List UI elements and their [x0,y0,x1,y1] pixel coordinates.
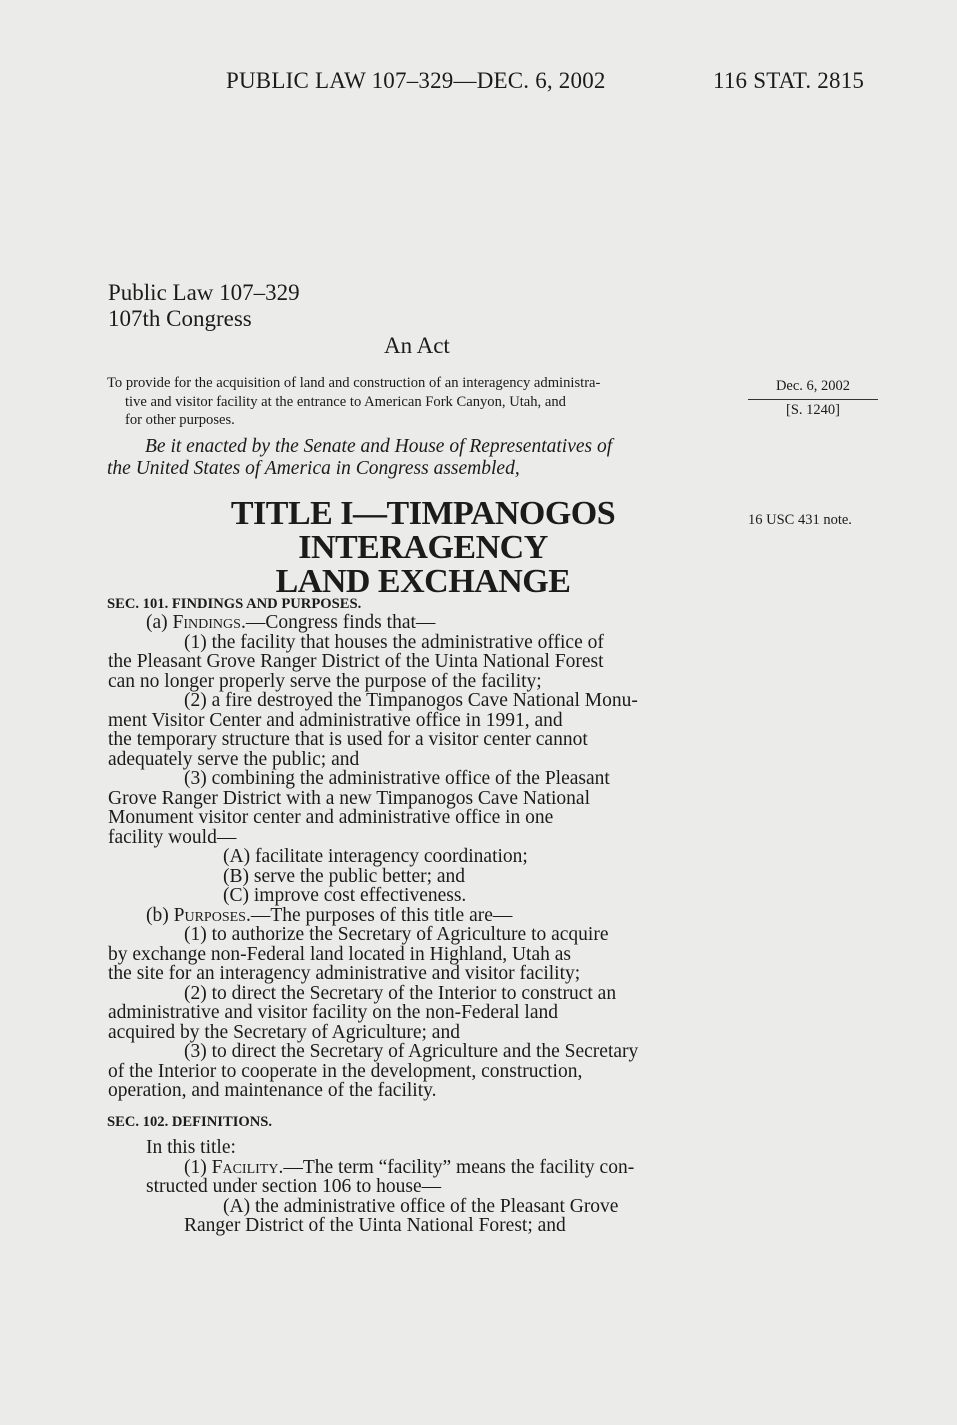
text-line: by exchange non-Federal land located in Highland, Utah as [108,943,571,965]
title-heading-line: TITLE I—TIMPANOGOS INTERAGENCY [230,495,616,566]
section-101-heading: SEC. 101. FINDINGS AND PURPOSES. [107,596,362,612]
title-heading-line: LAND EXCHANGE [275,563,571,600]
margin-note-usc: 16 USC 431 note. [748,512,852,528]
subsection-caption: Findings [172,612,241,633]
text-line: Ranger District of the Uinta National Forest; and [184,1215,566,1236]
text-line: of the Interior to cooperate in the development, construction, [108,1060,583,1082]
text-line: (1) the facility that houses the administrative office of [184,631,604,653]
title-heading [108,497,738,599]
congress-number: 107th Congress [108,306,252,331]
subsection-caption: Purposes [173,904,246,926]
section-102-heading: SEC. 102. DEFINITIONS. [107,1114,273,1130]
text-line: adequately serve the public; and [108,748,360,770]
definition-label: (1) [184,1156,212,1178]
law-number: Public Law 107–329 [108,280,300,305]
running-head-page-citation: 116 STAT. 2815 [713,68,865,93]
subsection-purposes [108,906,735,926]
text-line: (1) to authorize the Secretary of Agriculture to acquire [184,924,609,945]
text-line: (A) facilitate interagency coordination; [223,846,528,867]
text-line: facility would— [108,826,237,848]
text-line: the temporary structure that is used for a visitor center cannot [108,729,588,750]
text-line: (B) serve the public better; and [223,865,466,887]
text-line: administrative and visitor facility on the non-Federal land [108,1002,559,1023]
text-line: In this title: [146,1137,236,1158]
section-102-body [108,1138,735,1236]
definition-caption: Facility [211,1156,279,1178]
text-line: Monument visitor center and administrative office in one [108,807,554,828]
act-heading: An Act [384,333,450,358]
margin-note-date: Dec. 6, 2002 [748,378,878,400]
text-line: (2) a fire destroyed the Timpanogos Cave National Monu- [184,690,638,711]
act-purpose [107,374,738,430]
text-line: ment Visitor Center and administrative office in 1991, and [108,709,563,731]
purpose-line: for other purposes. [125,412,235,428]
subsection-text: .—Congress finds that— [240,612,436,633]
text-line: (2) to direct the Secretary of the Interior to construct an [184,982,617,1004]
subsection-findings [108,613,735,633]
section-101-body [108,613,735,1101]
definition-facility [108,1158,735,1178]
text-line: the site for an interagency administrative and visitor facility; [108,963,581,984]
enacting-line: the United States of America in Congress assembled, [107,458,520,479]
text-line: (3) combining the administrative office of the Pleasant [184,768,610,789]
definition-text: .—The term “facility” means the facility con- [278,1156,635,1178]
running-head-left: PUBLIC LAW 107–329—DEC. 6, 2002 [226,68,606,93]
text-line: can no longer properly serve the purpose of the facility; [108,670,542,692]
text-line: the Pleasant Grove Ranger District of the Uinta National Forest [108,651,604,672]
margin-note-bill: [S. 1240] [786,402,840,418]
text-line: (A) the administrative office of the Pleasant Grove [223,1195,619,1217]
text-line: operation, and maintenance of the facility. [108,1080,437,1101]
purpose-line: To provide for the acquisition of land and construction of an interagency administra- [107,375,601,391]
text-line: (C) improve cost effectiveness. [223,885,467,906]
enacting-clause [107,436,737,480]
text-line: Grove Ranger District with a new Timpanogos Cave National [108,787,591,809]
text-line: structed under section 106 to house— [146,1176,442,1197]
subsection-label: (a) [146,612,173,633]
text-line: (3) to direct the Secretary of Agriculture and the Secretary [184,1041,639,1062]
subsection-text: .—The purposes of this title are— [245,904,513,926]
text-line: acquired by the Secretary of Agriculture; and [108,1021,460,1043]
subsection-label: (b) [146,904,174,926]
enacting-line: Be it enacted by the Senate and House of Representatives of [145,436,613,457]
purpose-line: tive and visitor facility at the entrance to American Fork Canyon, Utah, and [125,393,566,410]
